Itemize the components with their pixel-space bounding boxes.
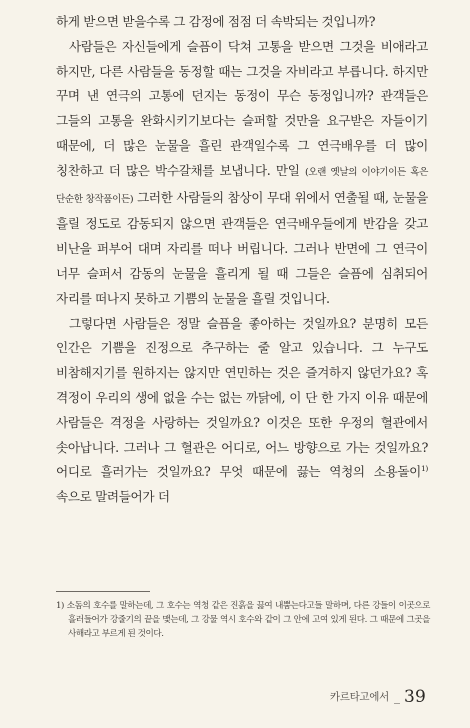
paragraph-text: 그러한 사람들의 참상이 무대 위에서 연출될 때, 눈물을 흘릴 정도로 감동되지 않으면 관객들은 연극배우들에게 반감을 갖고 비난을 퍼부어 대며 자리를 떠나 버립니다. 그러나 반면에 그 연극이 너무 슬퍼서 감동의 눈물을 흘리게 될 때 그들은 슬픔에 심취되어 자리를 떠나지 못하고 기쁨의 눈물을 흘릴 것입니다. [56, 189, 428, 306]
paragraph [56, 35, 428, 312]
footnote-divider [56, 591, 150, 592]
footnote-text: 1) 소돔의 호수를 말하는데, 그 호수는 역청 같은 진흙을 끓여 내뿜는다고들 말하며, 다른 강들이 이곳으로 흘러들어가 강줄기의 끝을 맺는데, 그 강물 역시 호수와 같이 그 안에 고여 있게 된다. 그 때문에 그곳을 사해라고 부르게 된 것이다. [56, 601, 430, 640]
parenthetical-text: (오랜 옛날의 이야기이든 혹은 단순한 창작품이든) [56, 166, 428, 205]
footnote [56, 599, 430, 642]
paragraph-text: 그렇다면 사람들은 정말 슬픔을 좋아하는 것일까요? 분명히 모든 인간은 기쁨을 진정으로 추구하는 줄 알고 있습니다. 그 누구도 비참해지기를 원하지는 않지만 연민하는 것은 즐겨하지 않던가요? 혹 격정이 우리의 생에 없을 수는 없는 까닭에, 이 단 한 가지 이유 때문에 사람들은 격정을 사랑하는 것일까요? 이것은 또한 우정의 혈관에서 솟아납니다. 그러나 그 혈관은 어디로, 어느 방향으로 가는 것일까요? 어디로 흘러가는 것일까요? 무엇 때문에 끓는 역청의 소용돌이 [56, 315, 428, 480]
footer-separator: _ [393, 690, 400, 704]
paragraph [56, 312, 428, 510]
paragraph-text: 속으로 말려들어가 더 [56, 489, 170, 505]
running-footer-title: 카르타고에서 [329, 691, 389, 703]
paragraph-text: 사람들은 자신들에게 슬픔이 닥쳐 고통을 받으면 그것을 비애라고 하지만, 다른 사람들을 동정할 때는 그것을 자비라고 부릅니다. 하지만 꾸며 낸 연극의 고통에 던지는 동정이 무슨 동정입니까? 관객들은 그들의 고통을 완화시키기보다는 슬퍼할 것만을 요구받은 자들이기 때문에, 더 많은 눈물을 흘린 관객일수록 그 연극배우를 더 많이 칭찬하고 더 많은 박수갈채를 보냅니다. 만일 [56, 38, 428, 178]
page-footer [330, 686, 426, 706]
page-number: 39 [403, 687, 426, 707]
paragraph-text: 하게 받으면 받을수록 그 감정에 점점 더 속박되는 것입니까? [56, 14, 376, 29]
body-text [56, 10, 428, 510]
paragraph [56, 10, 428, 35]
footnote-marker: 1) [421, 464, 428, 474]
